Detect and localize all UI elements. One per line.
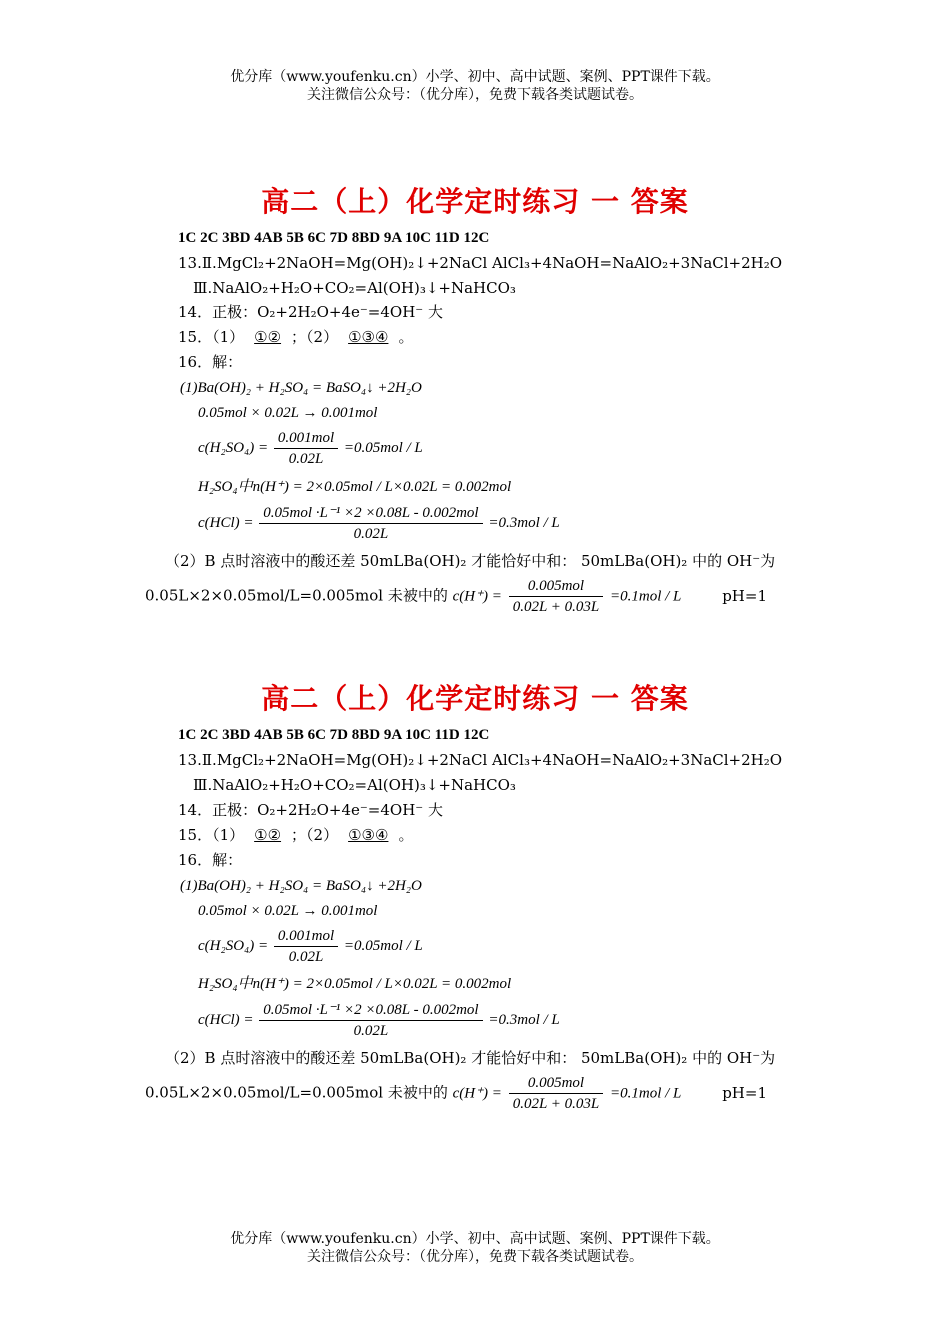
q15-mid: ；（2） — [291, 328, 339, 346]
q16-c-h2so4-2 — [198, 926, 423, 967]
q13-line-b: Ⅲ.NaAlO₂+H₂O+CO₂=Al(OH)₃↓+NaHCO₃ — [193, 279, 516, 297]
q16-c-hcl-2 — [198, 1000, 560, 1041]
c-h2so4-denominator: 0.02L — [288, 451, 324, 467]
mc-answers-2: 1C 2C 3BD 4AB 5B 6C 7D 8BD 9A 10C 11D 12C — [178, 727, 490, 743]
c-hcl-numerator: 0.05mol ·L⁻¹ ×2 ×0.08L - 0.002mol — [259, 503, 482, 524]
c-h-rhs: =0.1mol / L — [610, 588, 682, 605]
page-title-2: 高二（上）化学定时练习 一 答案 — [261, 682, 689, 715]
c-hcl-denominator: 0.02L — [353, 1023, 389, 1039]
q16-eq1-2: (1)Ba(OH)₂ + H₂SO₄ = BaSO₄↓ +2H₂O — [180, 878, 422, 894]
q16-c-h2so4 — [198, 428, 423, 469]
q15-mid: ；（2） — [291, 826, 339, 844]
c-hcl-fraction — [259, 1000, 482, 1041]
q16-part2-line2 — [145, 576, 767, 617]
c-h-fraction — [509, 576, 604, 617]
q16-c-hcl — [198, 503, 560, 544]
c-h2so4-rhs: =0.05mol / L — [343, 937, 423, 954]
q16-n-h: H₂SO₄中n(H⁺) = 2×0.05mol / L×0.02L = 0.002mol — [198, 479, 512, 495]
c-h2so4-numerator: 0.001mol — [274, 428, 338, 449]
q16-eq2-2: 0.05mol × 0.02L → 0.001mol — [198, 903, 378, 919]
q16-label: 16．解： — [178, 353, 243, 371]
c-h-lhs: c(H⁺) = — [452, 1085, 502, 1102]
c-hcl-fraction — [259, 503, 482, 544]
c-h2so4-denominator: 0.02L — [288, 949, 324, 965]
c-hcl-lhs: c(HCl) = — [198, 1011, 254, 1028]
ph-value: pH=1 — [722, 586, 767, 605]
c-hcl-rhs: =0.3mol / L — [488, 1011, 560, 1028]
q16-n-h-2: H₂SO₄中n(H⁺) = 2×0.05mol / L×0.02L = 0.002mol — [198, 976, 512, 992]
part2-prefix: 0.05L×2×0.05mol/L=0.005mol 未被中的 — [145, 1083, 448, 1102]
page-title: 高二（上）化学定时练习 一 答案 — [261, 185, 689, 218]
c-h-lhs: c(H⁺) = — [452, 588, 502, 605]
q15-prefix: 15．（1） — [178, 328, 245, 346]
c-h-numerator: 0.005mol — [509, 1073, 604, 1094]
ph-value: pH=1 — [722, 1083, 767, 1102]
q15-suffix: 。 — [398, 328, 414, 346]
q16-part2-line1: （2）B 点时溶液中的酸还差 50mLBa(OH)₂ 才能恰好中和： 50mLBa(OH)₂ 中的 OH⁻为 — [165, 552, 776, 570]
header-line-2: 关注微信公众号：（优分库），免费下载各类试题试卷。 — [307, 87, 643, 103]
c-hcl-denominator: 0.02L — [353, 526, 389, 542]
c-hcl-lhs: c(HCl) = — [198, 514, 254, 531]
c-h2so4-numerator: 0.001mol — [274, 926, 338, 947]
c-h2so4-lhs: c(H₂SO₄) = — [198, 937, 269, 954]
q13-line-a-2: 13.Ⅱ.MgCl₂+2NaOH=Mg(OH)₂↓+2NaCl AlCl₃+4NaOH=NaAlO₂+3NaCl+2H₂O — [178, 751, 783, 769]
q13-line-a: 13.Ⅱ.MgCl₂+2NaOH=Mg(OH)₂↓+2NaCl AlCl₃+4NaOH=NaAlO₂+3NaCl+2H₂O — [178, 254, 783, 272]
q15-suffix: 。 — [398, 826, 414, 844]
q15-answer-1: ①② — [254, 826, 282, 844]
q13-line-b-2: Ⅲ.NaAlO₂+H₂O+CO₂=Al(OH)₃↓+NaHCO₃ — [193, 776, 516, 794]
q16-eq1: (1)Ba(OH)₂ + H₂SO₄ = BaSO₄↓ +2H₂O — [180, 380, 422, 396]
c-h-numerator: 0.005mol — [509, 576, 604, 597]
q16-part2-line1-2: （2）B 点时溶液中的酸还差 50mLBa(OH)₂ 才能恰好中和： 50mLBa(OH)₂ 中的 OH⁻为 — [165, 1049, 776, 1067]
c-h2so4-fraction — [274, 926, 338, 967]
q16-part2-line2-2 — [145, 1073, 767, 1114]
q15-answer-2: ①③④ — [348, 328, 389, 346]
c-h2so4-fraction — [274, 428, 338, 469]
q16-label-2: 16．解： — [178, 851, 243, 869]
q14-line-2: 14．正极：O₂+2H₂O+4e⁻=4OH⁻ 大 — [178, 801, 443, 819]
c-h2so4-rhs: =0.05mol / L — [343, 439, 423, 456]
part2-prefix: 0.05L×2×0.05mol/L=0.005mol 未被中的 — [145, 586, 448, 605]
q15-prefix: 15．（1） — [178, 826, 245, 844]
q15-answer-1: ①② — [254, 328, 282, 346]
c-h2so4-lhs: c(H₂SO₄) = — [198, 439, 269, 456]
q14-line: 14．正极：O₂+2H₂O+4e⁻=4OH⁻ 大 — [178, 303, 443, 321]
header-line-1: 优分库（www.youfenku.cn）小学、初中、高中试题、案例、PPT课件下载。 — [230, 69, 720, 85]
footer-line-1: 优分库（www.youfenku.cn）小学、初中、高中试题、案例、PPT课件下载。 — [230, 1231, 720, 1247]
c-h-rhs: =0.1mol / L — [610, 1085, 682, 1102]
q15-line — [178, 327, 413, 347]
c-h-fraction — [509, 1073, 604, 1114]
c-h-denominator: 0.02L + 0.03L — [512, 599, 600, 615]
footer-line-2: 关注微信公众号：（优分库），免费下载各类试题试卷。 — [307, 1249, 643, 1265]
q15-answer-2: ①③④ — [348, 826, 389, 844]
mc-answers: 1C 2C 3BD 4AB 5B 6C 7D 8BD 9A 10C 11D 12C — [178, 230, 490, 246]
c-hcl-numerator: 0.05mol ·L⁻¹ ×2 ×0.08L - 0.002mol — [259, 1000, 482, 1021]
c-h-denominator: 0.02L + 0.03L — [512, 1096, 600, 1112]
q15-line-2 — [178, 825, 413, 845]
q16-eq2: 0.05mol × 0.02L → 0.001mol — [198, 405, 378, 421]
c-hcl-rhs: =0.3mol / L — [488, 514, 560, 531]
